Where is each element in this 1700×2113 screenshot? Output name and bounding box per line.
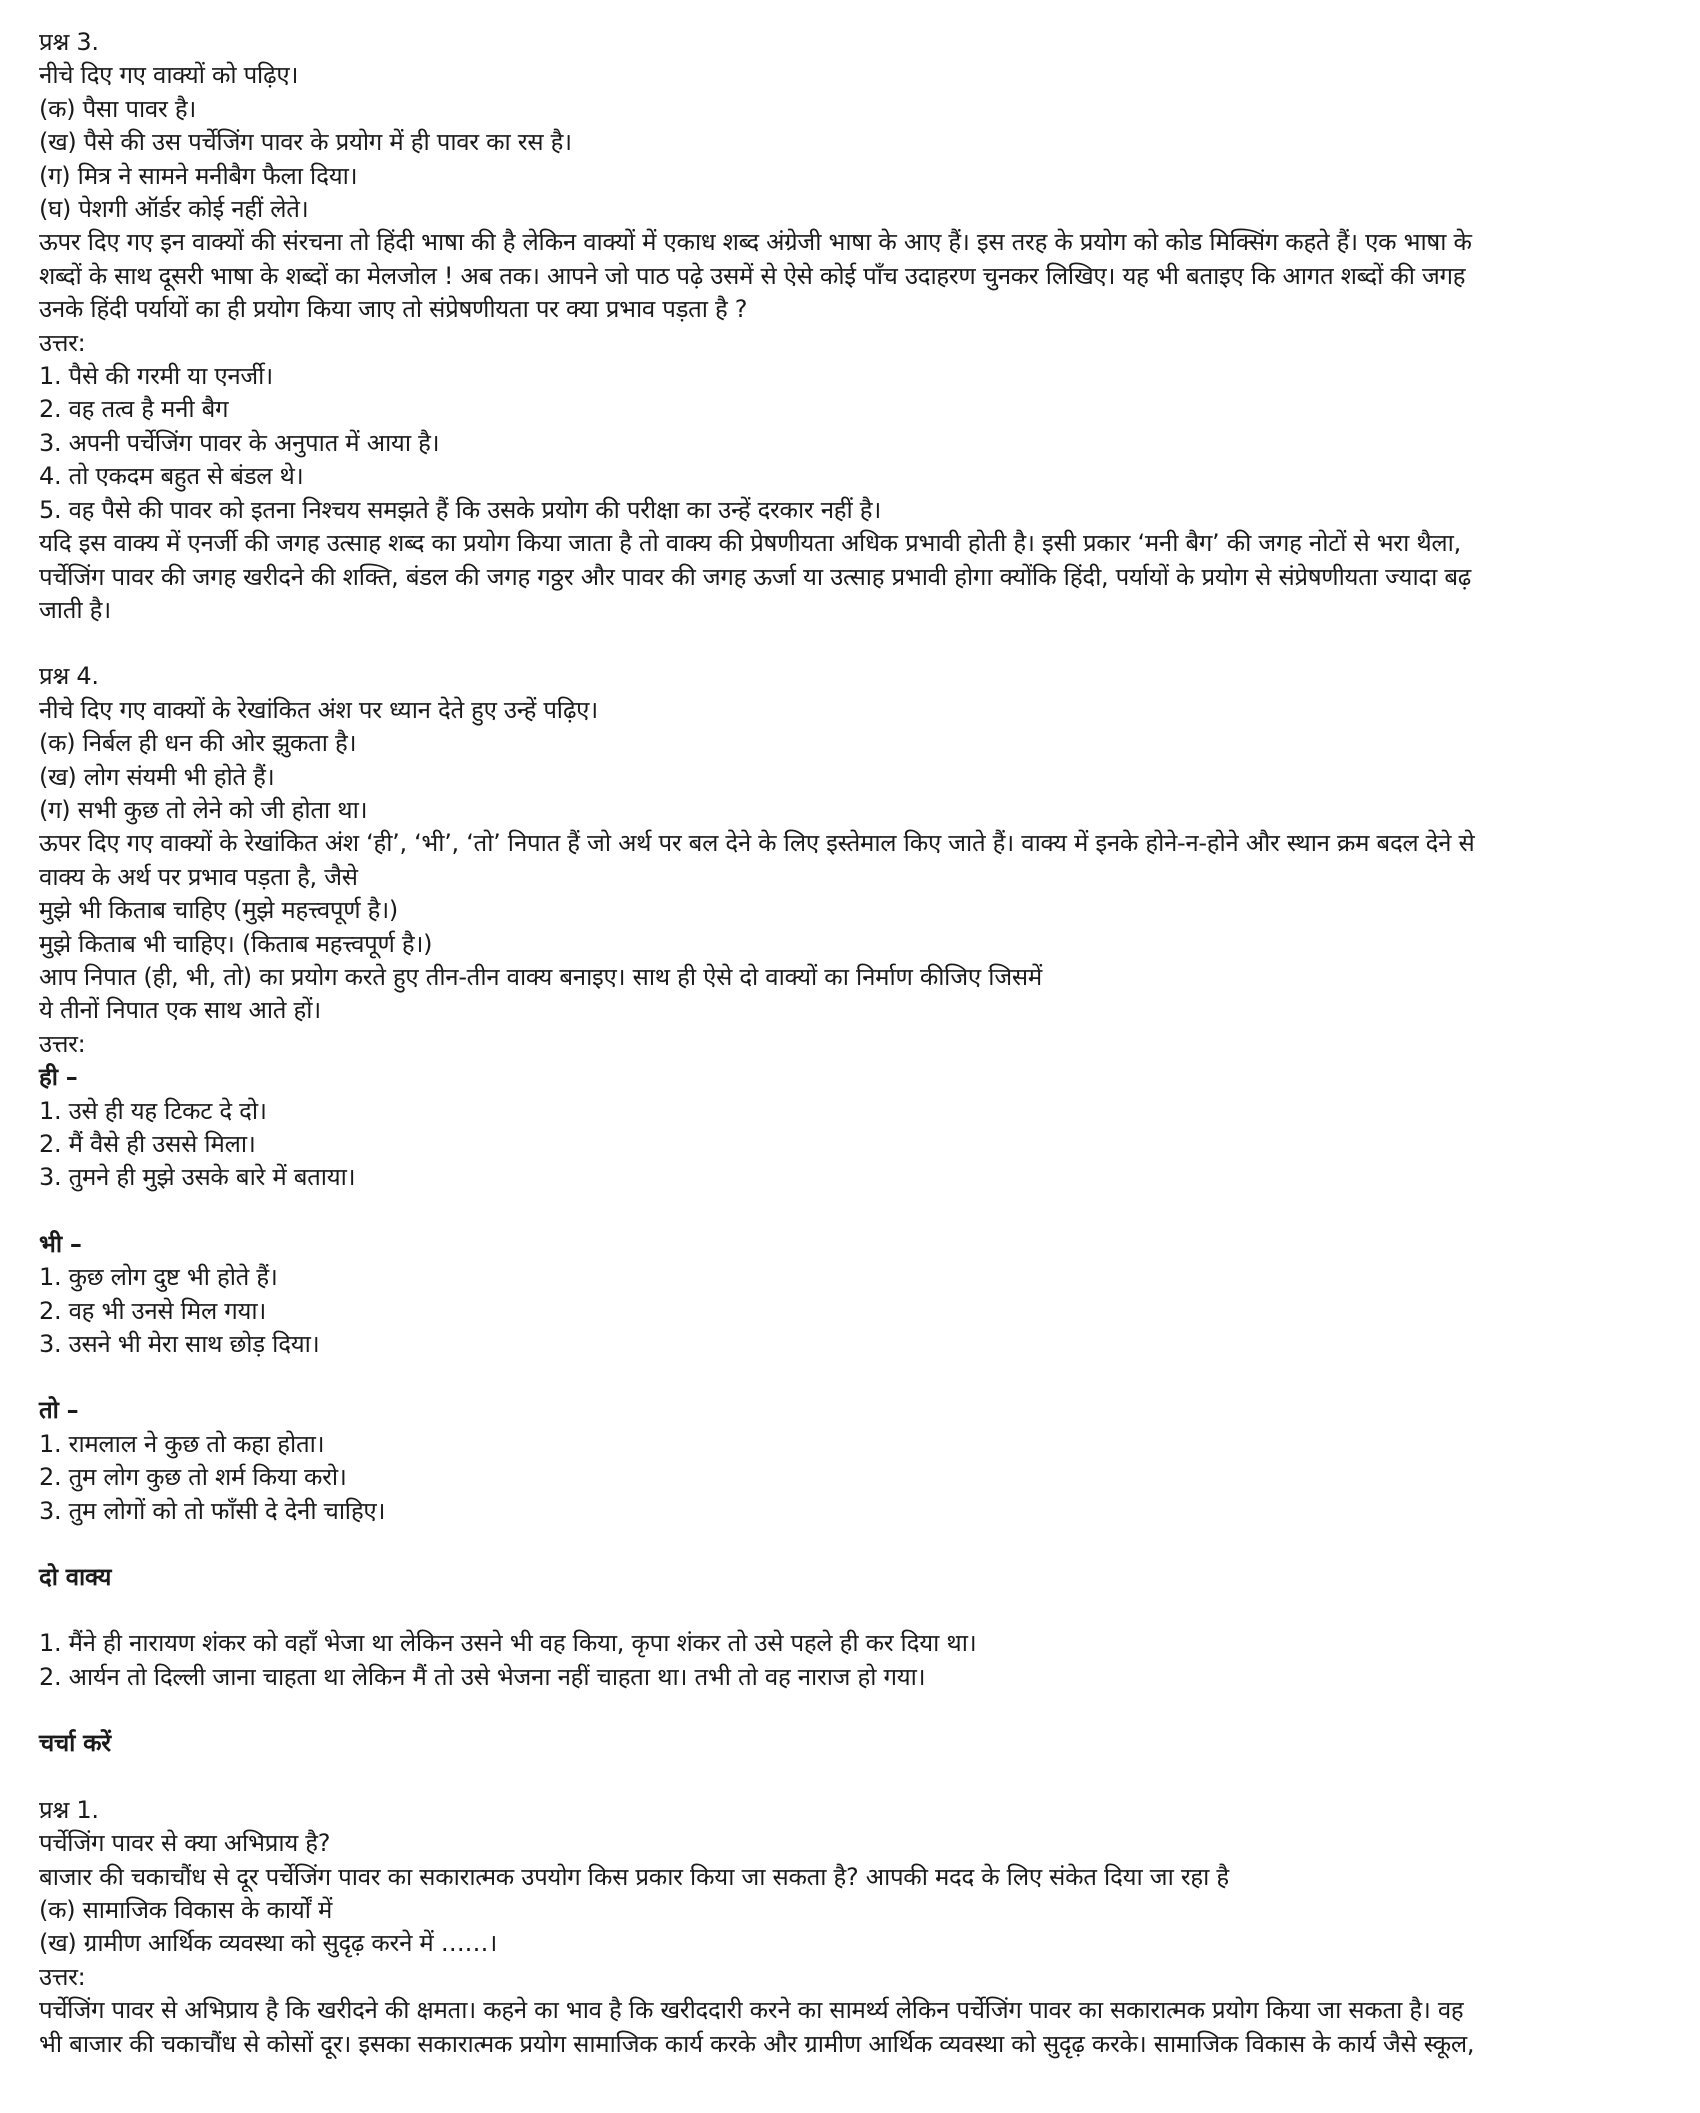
q3-question-line: ऊपर दिए गए इन वाक्यों की संरचना तो हिंदी भाषा की है लेकिन वाक्यों में एकाध शब्द अंग्रेजी भाषा के आए हैं। इस तरह के प्रयोग को कोड मिक्सिंग कहते हैं। एक भाषा के	[39, 228, 1472, 257]
q3-answer-item: 5. वह पैसे की पावर को इतना निश्चय समझते हैं कि उसके प्रयोग की परीक्षा का उन्हें दरकार नहीं है।	[39, 495, 881, 524]
q3-explanation-line: यदि इस वाक्य में एनर्जी की जगह उत्साह शब्द का प्रयोग किया जाता है तो वाक्य की प्रेषणीयता अधिक प्रभावी होती है। इसी प्रकार ‘मनी बैग’ की जगह नोटों से भरा थैला,	[39, 529, 1461, 558]
q3-explanation-line: जाती है।	[39, 595, 111, 624]
q3-question-line: उनके हिंदी पर्यायों का ही प्रयोग किया जाए तो संप्रेषणीयता पर क्या प्रभाव पड़ता है ?	[39, 295, 748, 324]
q4-task-line: आप निपात (ही, भी, तो) का प्रयोग करते हुए तीन-तीन वाक्य बनाइए। साथ ही ऐसे दो वाक्यों का निर्माण कीजिए जिसमें	[39, 962, 1042, 991]
spacer	[39, 627, 1639, 660]
hi-item: 1. उसे ही यह टिकट दे दो।	[39, 1096, 267, 1125]
discuss-q1-hint: (क) सामाजिक विकास के कार्यों में	[39, 1895, 333, 1924]
two-sentences-item: 1. मैंने ही नारायण शंकर को वहाँ भेजा था लेकिन उसने भी वह किया, कृपा शंकर तो उसे पहले ही कर दिया था।	[39, 1629, 977, 1658]
q3-answer-item: 2. वह तत्व है मनी बैग	[39, 395, 229, 424]
spacer	[39, 1761, 1639, 1794]
q3-answer-item: 1. पैसे की गरमी या एनर्जी।	[39, 362, 273, 391]
q3-sentence: (घ) पेशगी ऑर्डर कोई नहीं लेते।	[39, 195, 309, 224]
q4-sentence: (ख) लोग संयमी भी होते हैं।	[39, 762, 275, 791]
discuss-answer-line: पर्चेजिंग पावर से अभिप्राय है कि खरीदने की क्षमता। कहने का भाव है कि खरीददारी करने का सामर्थ्य लेकिन पर्चेजिंग पावर का सकारात्मक प्रयोग किया जा सकता है। वह	[39, 1996, 1464, 2025]
hi-item: 3. तुमने ही मुझे उसके बारे में बताया।	[39, 1163, 356, 1192]
spacer	[39, 1594, 1639, 1627]
q4-sentence: (ग) सभी कुछ तो लेने को जी होता था।	[39, 795, 368, 824]
discuss-answer-label: उत्तर:	[39, 1962, 86, 1991]
two-sentences-item: 2. आर्यन तो दिल्ली जाना चाहता था लेकिन मैं तो उसे भेजना नहीं चाहता था। तभी तो वह नाराज हो गया।	[39, 1662, 926, 1691]
discuss-heading: चर्चा करें	[39, 1729, 111, 1758]
q4-heading: प्रश्न 4.	[39, 662, 99, 691]
q3-answer-item: 3. अपनी पर्चेजिंग पावर के अनुपात में आया है।	[39, 428, 440, 457]
two-sentences-label: दो वाक्य	[39, 1563, 112, 1592]
q4-explanation-line: वाक्य के अर्थ पर प्रभाव पड़ता है, जैसे	[39, 862, 358, 891]
to-label: तो –	[39, 1396, 79, 1425]
q4-example: मुझे किताब भी चाहिए। (किताब महत्त्वपूर्ण है।)	[39, 929, 433, 958]
q3-answer-label: उत्तर:	[39, 328, 86, 357]
q3-question-line: शब्दों के साथ दूसरी भाषा के शब्दों का मेलजोल ! अब तक। आपने जो पाठ पढ़े उसमें से ऐसे कोई पाँच उदाहरण चुनकर लिखिए। यह भी बताइए कि आगत शब्दों की जगह	[39, 261, 1466, 290]
q3-intro: नीचे दिए गए वाक्यों को पढ़िए।	[39, 61, 299, 90]
q3-sentence: (ख) पैसे की उस पर्चेजिंग पावर के प्रयोग में ही पावर का रस है।	[39, 128, 572, 157]
discuss-q1-heading: प्रश्न 1.	[39, 1795, 99, 1824]
q4-explanation-line: ऊपर दिए गए वाक्यों के रेखांकित अंश ‘ही’, ‘भी’, ‘तो’ निपात हैं जो अर्थ पर बल देने के लिए इस्तेमाल किए जाते हैं। वाक्य में इनके होने-न-होने और स्थान क्रम बदल देने से	[39, 829, 1475, 858]
to-item: 2. तुम लोग कुछ तो शर्म किया करो।	[39, 1463, 347, 1492]
bhi-label: भी –	[39, 1229, 82, 1258]
bhi-item: 1. कुछ लोग दुष्ट भी होते हैं।	[39, 1263, 278, 1292]
spacer	[39, 1361, 1639, 1394]
to-item: 3. तुम लोगों को तो फाँसी दे देनी चाहिए।	[39, 1496, 386, 1525]
q4-answer-label: उत्तर:	[39, 1029, 86, 1058]
discuss-q1-line: पर्चेजिंग पावर से क्या अभिप्राय है?	[39, 1829, 331, 1858]
q4-intro: नीचे दिए गए वाक्यों के रेखांकित अंश पर ध्यान देते हुए उन्हें पढ़िए।	[39, 695, 598, 724]
q3-heading: प्रश्न 3.	[39, 28, 99, 56]
q3-sentence: (क) पैसा पावर है।	[39, 94, 197, 123]
q3-explanation-line: पर्चेजिंग पावर की जगह खरीदने की शक्ति, बंडल की जगह गठ्ठर और पावर की जगह ऊर्जा या उत्साह प्रभावी होगा क्योंकि हिंदी, पर्यायों के प्रयोग से संप्रेषणीयता ज्यादा बढ़	[39, 562, 1471, 591]
q3-answer-item: 4. तो एकदम बहुत से बंडल थे।	[39, 462, 304, 491]
to-item: 1. रामलाल ने कुछ तो कहा होता।	[39, 1429, 325, 1458]
bhi-item: 2. वह भी उनसे मिल गया।	[39, 1296, 267, 1325]
discuss-answer-line: भी बाजार की चकाचौंध से कोसों दूर। इसका सकारात्मक प्रयोग सामाजिक कार्य करके और ग्रामीण आर्थिक व्यवस्था को सुदृढ़ करके। सामाजिक विकास के कार्य जैसे स्कूल,	[39, 2029, 1475, 2058]
q4-sentence: (क) निर्बल ही धन की ओर झुकता है।	[39, 729, 357, 758]
q4-task-line: ये तीनों निपात एक साथ आते हों।	[39, 996, 321, 1025]
hi-item: 2. मैं वैसे ही उससे मिला।	[39, 1130, 256, 1158]
hi-label: ही –	[39, 1063, 78, 1092]
bhi-item: 3. उसने भी मेरा साथ छोड़ दिया।	[39, 1330, 320, 1359]
discuss-q1-line: बाजार की चकाचौंध से दूर पर्चेजिंग पावर का सकारात्मक उपयोग किस प्रकार किया जा सकता है? आपकी मदद के लिए संकेत दिया जा रहा है	[39, 1862, 1229, 1891]
q4-example: मुझे भी किताब चाहिए (मुझे महत्त्वपूर्ण है।)	[39, 896, 398, 925]
spacer	[39, 1195, 1639, 1228]
document-body	[39, 26, 1639, 2061]
spacer	[39, 1694, 1639, 1727]
q3-sentence: (ग) मित्र ने सामने मनीबैग फैला दिया।	[39, 161, 358, 190]
discuss-q1-hint: (ख) ग्रामीण आर्थिक व्यवस्था को सुदृढ़ करने में ……।	[39, 1929, 497, 1958]
spacer	[39, 1528, 1639, 1561]
